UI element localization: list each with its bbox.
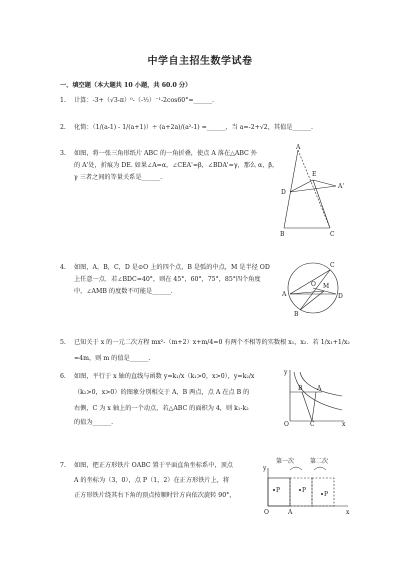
fig4-label-M: M xyxy=(323,283,330,290)
fig6-label-C: C xyxy=(310,421,315,426)
section-heading: 一、填空题（本大题共 10 小题，共 60.0 分） xyxy=(60,82,192,89)
fig4-label-B: B xyxy=(294,311,299,318)
question-text: 如图，把正方形铁片 OABC 置于平面直角坐标系中，顶点 xyxy=(74,462,233,469)
fig7-label-O: O xyxy=(264,509,269,516)
fig3-label-A: A xyxy=(296,144,301,151)
fig7-label-P3: P xyxy=(324,491,329,498)
fold-triangle-figure xyxy=(278,142,348,237)
question-text-line: 上任意一点．若∠BDC=40°，则在 45°，60°，75°，85°四个角度 xyxy=(74,276,261,283)
question-number: 5. xyxy=(60,339,66,346)
question-number: 6. xyxy=(60,373,66,380)
question-7 xyxy=(60,460,233,472)
fig4-label-D: D xyxy=(338,293,343,300)
question-text-line: =4m，则 m 的值是______. xyxy=(74,355,151,362)
fig7-label-A: A xyxy=(288,509,293,516)
question-text-line: 中，∠AMB 的度数不可能是______. xyxy=(74,288,173,295)
question-number: 2. xyxy=(60,124,66,131)
question-number: 4. xyxy=(60,264,66,271)
fig6-label-y: y xyxy=(284,369,288,376)
fig6-label-B: B xyxy=(298,385,303,392)
page-title: 中学自主招生数学试卷 xyxy=(147,56,253,67)
question-text-line: 右侧，C 为 x 轴上的一个动点，若△ABC 的面积为 4，则 k₁-k₂ xyxy=(74,405,249,412)
question-text-line: A 的坐标为（3，0），点 P（1，2）在正方形铁片上，将 xyxy=(74,477,230,484)
question-text-line: γ 三者之间的等量关系是______. xyxy=(74,174,163,181)
question-number: 1. xyxy=(60,97,66,104)
circle-figure xyxy=(280,258,346,318)
question-4 xyxy=(60,262,270,274)
question-text: 化简：（1/(a-1) - 1/(a+1)）÷ (a+2a)/(a²-1) =______，当 a=-2+√2，其值是______. xyxy=(74,124,313,131)
question-number: 3. xyxy=(60,150,66,157)
question-text: 已知关于 x 的一元二次方程 mx²-（m+2）x+m/4=0 有两个不相等的实数根 x₁，x₂．若 1/x₁+1/x₂ xyxy=(74,339,350,346)
fig3-label-A-prime: A' xyxy=(338,183,344,190)
question-2 xyxy=(60,122,313,134)
question-6 xyxy=(60,371,254,383)
square-rotation-figure xyxy=(262,454,352,518)
question-text: 如图，将一张三角形纸片 ABC 的一角折叠，使点 A 落在△ABC 外 xyxy=(74,150,257,157)
fig4-label-C: C xyxy=(330,262,335,269)
fig6-label-A: A xyxy=(317,385,322,392)
fig3-label-C: C xyxy=(330,231,335,237)
fig3-label-D: D xyxy=(281,189,286,196)
question-5 xyxy=(60,337,350,349)
question-text-line: 的值为______. xyxy=(74,419,114,426)
fig6-label-O: O xyxy=(284,421,289,426)
question-text: 如图，平行于 x 轴的直线与函数 y=k₁/x（k₁>0，x>0），y=k₂/x xyxy=(74,373,255,380)
fig7-label-P2: P xyxy=(302,487,307,494)
fig4-label-O: O xyxy=(311,281,316,288)
fig7-label-second: 第二次 xyxy=(310,458,329,465)
question-text: 计算：-3+（√3-π）⁰-（-½）⁻¹-2cos60°=______. xyxy=(74,97,215,104)
question-text-line: 正方形铁片绕其右下角的顶点按顺时针方向依次旋转 90°， xyxy=(74,492,236,499)
question-text-line: （k₂>0，x>0）的图象分别相交于 A，B 两点，点 A 在点 B 的 xyxy=(74,389,250,396)
fig7-label-y: y xyxy=(263,465,267,472)
question-3 xyxy=(60,148,257,160)
fig7-label-x: x xyxy=(346,509,350,516)
fig4-label-A: A xyxy=(282,291,287,298)
fig3-label-E: E xyxy=(312,171,317,178)
question-number: 7. xyxy=(60,462,66,469)
fig7-label-first: 第一次 xyxy=(276,458,295,465)
hyperbola-figure xyxy=(282,366,348,426)
fig7-label-P1: P xyxy=(276,487,281,494)
fig3-label-B: B xyxy=(280,231,285,237)
fig6-label-x: x xyxy=(342,421,346,426)
question-1 xyxy=(60,95,214,107)
question-text: 如图，A，B，C，D 是⊙O 上的四个点，B 是弧的中点，M 是半径 OD xyxy=(74,264,270,271)
question-text-line: 的 A'处，折痕为 DE. 如果∠A=α，∠CEA'=β，∠BDA'=γ，那么 α，β， xyxy=(74,162,279,169)
